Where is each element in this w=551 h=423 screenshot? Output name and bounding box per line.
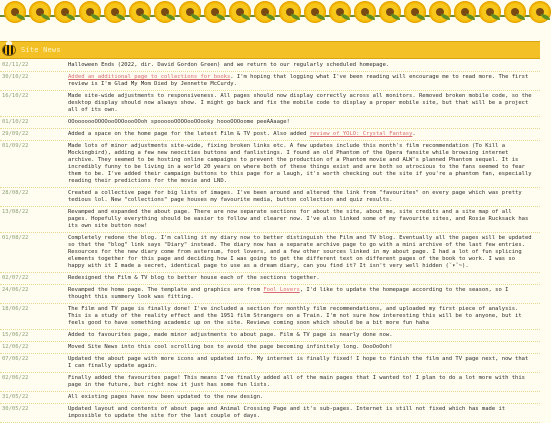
section-title: Site News [21, 46, 61, 54]
news-link[interactable]: review of YOLO: Crystal Fantasy [309, 131, 413, 137]
news-item [0, 373, 540, 392]
news-text-pre: Revamped and expanded the about page. There are now separate sections for about the site, about me, site credits and a site map of all pages. Hopefully everything should be easier to follow and clearer now. I've also linked some of my favourite sites, and Rosie Rucksack has its own site button now! [68, 209, 529, 229]
news-date: 28/08/22 [2, 190, 29, 196]
news-date: 01/08/22 [2, 235, 29, 241]
news-date: 02/06/22 [2, 375, 29, 381]
news-link[interactable]: Fool Lovers [263, 287, 300, 293]
news-text-pre: Added a space on the home page for the latest Film & TV post. Also added [68, 131, 310, 137]
news-item [0, 354, 540, 373]
news-text [68, 143, 540, 185]
bee-icon [3, 45, 15, 55]
news-date: 24/06/22 [2, 287, 29, 293]
news-item [0, 342, 540, 354]
news-date: 01/09/22 [2, 143, 29, 149]
news-date: 29/09/22 [2, 131, 29, 137]
news-date: 30/05/22 [2, 406, 29, 412]
news-text-pre: Completely redone the blog. I'm calling it my diary now to better distinguish the Film and TV blog. Eventually all the pages will be updated so that the "blog" link says "Diary" instead. The diary now has a separate archive page to go with a mini archive of the last few entries. Resources for the new diary come from astersum, foot lovers, and a few other sources linked in my about page. I had a lot of fun splicing elements together for this page and deciding how I was going to get the different text on different pages of the book to work. I was so happy with it I made a secret, identical page to use as a dream diary, can you find it? It isn't very well hidden (˘▾˘~). [68, 235, 532, 269]
news-text-pre: Updated the about page with more icons and updated info. My internet is finally fixed! I hope to finish the film and TV page next, now that I can finally update again. [68, 356, 529, 369]
news-date: 16/10/22 [2, 93, 29, 99]
sunflower-border [0, 0, 540, 26]
news-text-post: . I'm hoping that logging what I've been reading will encourage me to read more. The first review is I'm Glad My Mom Died by Jennette McCurdy. [68, 74, 529, 87]
news-link[interactable]: Added an additional page to collections for books [68, 74, 231, 80]
news-item [0, 392, 540, 404]
news-text [68, 209, 540, 230]
news-item [0, 304, 540, 330]
news-item [0, 330, 540, 342]
news-date: 15/06/22 [2, 332, 29, 338]
news-text [68, 394, 540, 401]
news-item [0, 72, 540, 91]
news-item [0, 91, 540, 117]
site-news-header [0, 41, 540, 59]
news-text [68, 375, 540, 389]
news-text [68, 356, 540, 370]
news-item [0, 117, 540, 129]
news-date: 07/06/22 [2, 356, 29, 362]
news-text [68, 74, 540, 88]
news-date: 02/11/22 [2, 62, 29, 68]
news-item [0, 285, 540, 304]
news-text [68, 119, 540, 126]
news-text [68, 235, 540, 270]
news-text-pre: Revamped the home page. The template and graphics are from [68, 287, 264, 293]
news-text [68, 287, 540, 301]
news-text [68, 306, 540, 327]
news-text-pre: All existing pages have now been updated to the new design. [68, 394, 264, 400]
news-item [0, 188, 540, 207]
news-date: 02/07/22 [2, 275, 29, 281]
news-text [68, 344, 540, 351]
news-item [0, 233, 540, 273]
news-item [0, 273, 540, 285]
news-item [0, 207, 540, 233]
news-text-pre: Created a collective page for big lists of images. I've been around and altered the link from "favourites" on every page which was pretty tedious lol. New "collections" page houses my favourite media, button collection and quiz results. [68, 190, 522, 203]
news-text-pre: Redesigned the Film & TV blog to better house each of the sections together. [68, 275, 320, 281]
news-text-pre: Updated layout and contents of about page and Animal Crossing Page and it's sub-pages. Internet is still not fixed which has made it impossible to update the site for the last couple of days. [68, 406, 506, 419]
news-text-pre: Finally added the favourites page! This means I've finally added all of the main pages that I wanted to! I plan to do a lot more with this page in the future, but right now it just has some fun lists. [68, 375, 525, 388]
news-text-post: , I'd like to update the homepage according to the season, so I thought this summery look was fitting. [68, 287, 509, 300]
news-text [68, 332, 540, 339]
news-text [68, 93, 540, 114]
news-item [0, 141, 540, 188]
news-text-pre: Added to favourites page, made minor adjustments to about page. Film & TV page is nearly done now. [68, 332, 393, 338]
news-date: 18/06/22 [2, 306, 29, 312]
news-text-post: . [412, 131, 416, 137]
news-date: 01/10/22 [2, 119, 29, 125]
news-text-pre: Made lots of minor adjustments site-wide, fixing broken links etc. A few updates include this month's film recommendation (To Kill a Mockingbird), adding a few new neocities buttons and fanlistings. I found an old Phantom of the Opera fansite while browsing internet archive. They seemed to be hosting online campaigns to prevent the production of a Phantom movie and ALW's planned Phantom sequel. It is incredibly funny to be living in a world 20 years on where both of these things exist and are both so atrocious to the fans seemed to fear them to be. I've added their campaign buttons to this page for a laugh, it's worth checking out the site if you're a phantom fan, especially reading their predictions for the movie and LND. [68, 143, 532, 184]
news-item [0, 404, 540, 423]
news-scroll-box[interactable] [0, 60, 540, 419]
news-text-pre: Halloween Ends (2022, dir. David Gordon Green) and we return to our regularly scheduled homepage. [68, 62, 390, 68]
news-date: 13/08/22 [2, 209, 29, 215]
news-text [68, 275, 540, 282]
news-item [0, 60, 540, 72]
news-date: 31/05/22 [2, 394, 29, 400]
news-date: 12/06/22 [2, 344, 29, 350]
news-text-pre: The Film and TV page is finally done! I've included a section for monthly film recommendations, and uploaded my first piece of analysis. This is a study of the reality effect and the 1951 film Strangers on a Train. I'm not sure how interesting this will be to anyone, but it feels good to have something academic up on the site. Reviews coming soon which should be a bit more fun haha [68, 306, 522, 326]
news-text [68, 131, 540, 138]
news-text-pre: Moved Site News into this cool scrolling box to avoid the page becoming infinitely long. OooOoOoh! [68, 344, 393, 350]
news-text-pre: Made site-wide adjustments to responsiveness. All pages should now display correctly across all monitors. Removed broken mobile code, so the desktop display should now always show. I might go back and fix the mobile code to display a proper mobile site, but that will be a project all of its own. [68, 93, 532, 113]
news-text [68, 190, 540, 204]
news-text-pre: OOooooooOOOOooOOOoooOOoh spoooooOOOOooOOooky hoooOOOoome peeAAaage! [68, 119, 290, 125]
news-text [68, 406, 540, 420]
news-item [0, 129, 540, 141]
news-date: 30/10/22 [2, 74, 29, 80]
news-text [68, 62, 540, 69]
